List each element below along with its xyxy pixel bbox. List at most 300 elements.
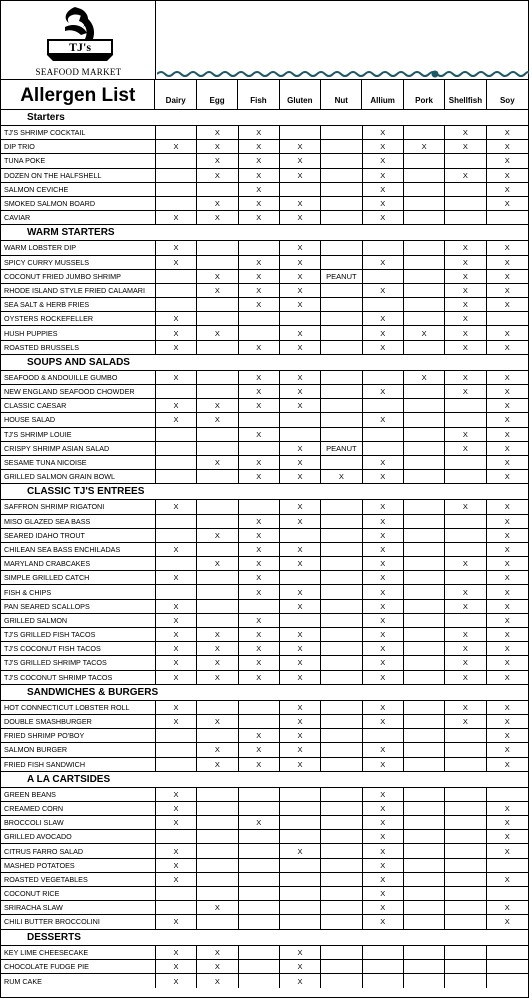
allergen-cell-pork (404, 529, 445, 542)
allergen-cell-pork: X (404, 371, 445, 384)
allergen-cell-dairy: X (156, 873, 197, 886)
allergen-cell-egg (197, 470, 238, 483)
allergen-cell-shellfish: X (445, 140, 486, 153)
allergen-cell-pork (404, 887, 445, 900)
menu-item-name: WARM LOBSTER DIP (1, 241, 156, 254)
menu-item-name: GRILLED SALMON GRAIN BOWL (1, 470, 156, 483)
table-row (1, 946, 528, 960)
allergen-cell-allium (363, 428, 404, 441)
allergen-cell-soy: X (504, 832, 510, 842)
allergen-cell-gluten: X (280, 628, 321, 641)
allergen-cell-pork (404, 816, 445, 829)
allergen-cell-pork (404, 859, 445, 872)
allergen-cell-egg (197, 802, 238, 815)
allergen-cell-pork (404, 715, 445, 728)
allergen-cell-shellfish (445, 571, 486, 584)
allergen-cell-soy: X (504, 285, 510, 295)
allergen-cell-fish (239, 830, 280, 843)
allergen-cell-pork (404, 701, 445, 714)
allergen-cell-egg: X (197, 529, 238, 542)
table-row (1, 413, 528, 427)
allergen-cell-soy: X (504, 271, 510, 281)
table-row (1, 960, 528, 974)
allergen-cell-egg (197, 585, 238, 598)
rope-divider-icon (157, 70, 529, 78)
allergen-cell-gluten: X (280, 197, 321, 210)
allergen-cell-pork (404, 270, 445, 283)
allergen-cell-dairy (156, 456, 197, 469)
menu-item-name: ROASTED VEGETABLES (1, 873, 156, 886)
table-row (1, 788, 528, 802)
allergen-cell-dairy (156, 169, 197, 182)
allergen-cell-pork (404, 543, 445, 556)
allergen-cell-gluten: X (280, 960, 321, 973)
column-header-nut: Nut (321, 80, 362, 109)
allergen-cell-shellfish: X (445, 628, 486, 641)
allergen-cell-fish: X (239, 456, 280, 469)
menu-item-name: MARYLAND CRABCAKES (1, 557, 156, 570)
table-row (1, 371, 528, 385)
allergen-cell-shellfish (445, 211, 486, 224)
allergen-cell-egg (197, 859, 238, 872)
allergen-cell-fish: X (239, 140, 280, 153)
allergen-cell-allium: X (363, 859, 404, 872)
allergen-cell-allium: X (363, 456, 404, 469)
allergen-cell-dairy: X (156, 413, 197, 426)
allergen-cell-allium (363, 298, 404, 311)
allergen-cell-allium: X (363, 816, 404, 829)
allergen-cell-gluten: X (280, 154, 321, 167)
menu-item-name: FISH & CHIPS (1, 585, 156, 598)
allergen-cell-shellfish (445, 614, 486, 627)
allergen-cell-egg (197, 256, 238, 269)
menu-item-name: GRILLED AVOCADO (1, 830, 156, 843)
allergen-cell-nut (321, 529, 362, 542)
allergen-cell-fish: X (239, 298, 280, 311)
allergen-cell-egg: X (197, 169, 238, 182)
table-row (1, 729, 528, 743)
allergen-cell-pork (404, 399, 445, 412)
allergen-cell-shellfish (445, 470, 486, 483)
allergen-cell-allium: X (363, 284, 404, 297)
table-row (1, 456, 528, 470)
allergen-cell-nut (321, 169, 362, 182)
allergen-cell-gluten (280, 887, 321, 900)
allergen-cell-fish: X (239, 585, 280, 598)
menu-item-name: CREAMED CORN (1, 802, 156, 815)
allergen-cell-egg: X (197, 284, 238, 297)
allergen-cell-gluten: X (280, 642, 321, 655)
allergen-cell-pork (404, 341, 445, 354)
allergen-cell-dairy: X (156, 543, 197, 556)
allergen-cell-egg (197, 428, 238, 441)
allergen-cell-egg (197, 844, 238, 857)
table-row (1, 312, 528, 326)
allergen-cell-shellfish: X (445, 585, 486, 598)
allergen-cell-nut (321, 312, 362, 325)
menu-item-name: MISO GLAZED SEA BASS (1, 515, 156, 528)
allergen-cell-allium: X (363, 830, 404, 843)
allergen-cell-nut (321, 830, 362, 843)
allergen-cell-shellfish: X (445, 500, 486, 513)
column-header-gluten: Gluten (280, 80, 321, 109)
allergen-cell-shellfish (445, 844, 486, 857)
allergen-cell-dairy: X (156, 399, 197, 412)
table-row (1, 126, 528, 140)
allergen-cell-allium (363, 371, 404, 384)
allergen-cell-soy: X (504, 559, 510, 569)
allergen-cell-allium: X (363, 887, 404, 900)
allergen-cell-fish: X (239, 642, 280, 655)
allergen-cell-shellfish (445, 456, 486, 469)
allergen-cell-egg (197, 312, 238, 325)
column-header-pork: Pork (404, 80, 445, 109)
allergen-cell-dairy: X (156, 656, 197, 669)
allergen-cell-gluten: X (280, 442, 321, 455)
allergen-cell-shellfish (445, 529, 486, 542)
allergen-cell-shellfish (445, 946, 486, 959)
menu-item-name: TJ'S COCONUT SHRIMP TACOS (1, 671, 156, 684)
table-row (1, 298, 528, 312)
tjs-seafood-market-logo (35, 5, 125, 65)
allergen-cell-pork (404, 614, 445, 627)
allergen-cell-shellfish: X (445, 557, 486, 570)
allergen-cell-soy: X (504, 846, 510, 856)
allergen-cell-dairy: X (156, 802, 197, 815)
allergen-cell-fish: X (239, 743, 280, 756)
menu-item-name: CHOCOLATE FUDGE PIE (1, 960, 156, 973)
allergen-cell-pork (404, 298, 445, 311)
allergen-cell-dairy (156, 470, 197, 483)
allergen-cell-egg: X (197, 270, 238, 283)
menu-item-name: SEARED IDAHO TROUT (1, 529, 156, 542)
allergen-cell-pork (404, 241, 445, 254)
allergen-cell-nut (321, 326, 362, 339)
allergen-cell-egg (197, 873, 238, 886)
menu-item-name: KEY LIME CHEESECAKE (1, 946, 156, 959)
allergen-cell-dairy: X (156, 500, 197, 513)
allergen-cell-allium: X (363, 557, 404, 570)
allergen-cell-allium (363, 270, 404, 283)
allergen-cell-soy: X (504, 401, 510, 411)
allergen-cell-nut (321, 960, 362, 973)
table-row (1, 656, 528, 670)
allergen-cell-dairy: X (156, 600, 197, 613)
allergen-cell-nut (321, 256, 362, 269)
allergen-cell-shellfish: X (445, 600, 486, 613)
allergen-cell-pork (404, 442, 445, 455)
allergen-cell-nut (321, 656, 362, 669)
allergen-cell-gluten: X (280, 371, 321, 384)
allergen-cell-dairy (156, 529, 197, 542)
allergen-cell-allium: X (363, 901, 404, 914)
menu-item-name: SALMON CEVICHE (1, 183, 156, 196)
menu-item-name: DOUBLE SMASHBURGER (1, 715, 156, 728)
allergen-cell-egg (197, 887, 238, 900)
allergen-cell-egg (197, 500, 238, 513)
allergen-cell-gluten: X (280, 585, 321, 598)
allergen-cell-dairy: X (156, 915, 197, 928)
allergen-cell-pork (404, 628, 445, 641)
allergen-cell-pork (404, 500, 445, 513)
allergen-cell-allium: X (363, 126, 404, 139)
allergen-cell-gluten (280, 614, 321, 627)
table-row (1, 671, 528, 685)
table-row (1, 529, 528, 543)
allergen-cell-shellfish: X (445, 656, 486, 669)
allergen-cell-gluten (280, 788, 321, 801)
allergen-cell-dairy (156, 758, 197, 771)
allergen-cell-soy (487, 211, 528, 224)
allergen-cell-allium: X (363, 614, 404, 627)
allergen-cell-egg: X (197, 211, 238, 224)
allergen-cell-gluten (280, 802, 321, 815)
menu-item-name: HUSH PUPPIES (1, 326, 156, 339)
allergen-cell-pork (404, 413, 445, 426)
allergen-cell-shellfish: X (445, 284, 486, 297)
allergen-cell-nut (321, 873, 362, 886)
allergen-cell-pork: X (404, 326, 445, 339)
menu-item-name: RUM CAKE (1, 974, 156, 988)
allergen-cell-nut (321, 600, 362, 613)
allergen-cell-pork (404, 915, 445, 928)
allergen-cell-shellfish: X (445, 385, 486, 398)
allergen-cell-soy: X (504, 257, 510, 267)
menu-item-name: FRIED SHRIMP PO'BOY (1, 729, 156, 742)
allergen-cell-allium: X (363, 169, 404, 182)
menu-item-name: SEA SALT & HERB FRIES (1, 298, 156, 311)
allergen-cell-pork (404, 557, 445, 570)
allergen-cell-soy: X (504, 615, 510, 625)
allergen-cell-allium: X (363, 413, 404, 426)
allergen-cell-fish: X (239, 656, 280, 669)
logo-tagline: SEAFOOD MARKET (35, 67, 122, 77)
allergen-cell-egg: X (197, 126, 238, 139)
allergen-cell-fish: X (239, 729, 280, 742)
allergen-cell-fish (239, 802, 280, 815)
allergen-cell-allium: X (363, 183, 404, 196)
header-banner (1, 1, 528, 80)
allergen-cell-gluten (280, 428, 321, 441)
allergen-cell-shellfish: X (445, 371, 486, 384)
table-row (1, 642, 528, 656)
allergen-cell-nut (321, 399, 362, 412)
table-row (1, 557, 528, 571)
allergen-cell-dairy (156, 557, 197, 570)
allergen-cell-dairy: X (156, 701, 197, 714)
allergen-cell-gluten: X (280, 844, 321, 857)
table-row (1, 628, 528, 642)
allergen-cell-gluten: X (280, 600, 321, 613)
allergen-cell-egg (197, 816, 238, 829)
allergen-cell-dairy: X (156, 859, 197, 872)
allergen-cell-soy: X (504, 387, 510, 397)
allergen-cell-allium: X (363, 500, 404, 513)
allergen-table (1, 110, 528, 988)
allergen-cell-fish (239, 859, 280, 872)
table-row (1, 758, 528, 772)
allergen-cell-fish (239, 413, 280, 426)
allergen-cell-egg (197, 600, 238, 613)
allergen-cell-egg (197, 701, 238, 714)
allergen-cell-dairy (156, 743, 197, 756)
allergen-cell-nut (321, 298, 362, 311)
allergen-cell-egg: X (197, 671, 238, 684)
allergen-cell-shellfish (445, 887, 486, 900)
allergen-cell-soy (487, 312, 528, 325)
menu-item-name: SIMPLE GRILLED CATCH (1, 571, 156, 584)
allergen-cell-gluten (280, 816, 321, 829)
allergen-cell-fish: X (239, 341, 280, 354)
table-row (1, 197, 528, 211)
allergen-cell-fish: X (239, 385, 280, 398)
table-row (1, 859, 528, 873)
allergen-cell-gluten: X (280, 456, 321, 469)
menu-item-name: SALMON BURGER (1, 743, 156, 756)
allergen-cell-soy: X (504, 630, 510, 640)
allergen-cell-nut (321, 743, 362, 756)
allergen-cell-shellfish (445, 974, 486, 988)
allergen-cell-pork (404, 974, 445, 988)
logo-area (1, 1, 156, 79)
table-row (1, 500, 528, 514)
allergen-cell-fish (239, 326, 280, 339)
allergen-cell-nut (321, 371, 362, 384)
allergen-cell-gluten: X (280, 169, 321, 182)
allergen-cell-allium: X (363, 470, 404, 483)
allergen-cell-fish: X (239, 614, 280, 627)
allergen-cell-pork (404, 946, 445, 959)
allergen-cell-dairy: X (156, 788, 197, 801)
allergen-cell-soy: X (504, 199, 510, 209)
allergen-cell-gluten: X (280, 298, 321, 311)
allergen-cell-fish: X (239, 183, 280, 196)
menu-item-name: PAN SEARED SCALLOPS (1, 600, 156, 613)
allergen-cell-pork (404, 385, 445, 398)
allergen-cell-fish: X (239, 515, 280, 528)
allergen-cell-shellfish (445, 729, 486, 742)
allergen-cell-shellfish: X (445, 270, 486, 283)
allergen-cell-allium: X (363, 743, 404, 756)
allergen-cell-gluten: X (280, 385, 321, 398)
allergen-cell-gluten: X (280, 543, 321, 556)
allergen-cell-pork (404, 197, 445, 210)
allergen-cell-shellfish (445, 543, 486, 556)
allergen-cell-pork (404, 873, 445, 886)
allergen-cell-egg: X (197, 456, 238, 469)
table-row (1, 743, 528, 757)
allergen-cell-fish (239, 901, 280, 914)
allergen-cell-soy: X (504, 644, 510, 654)
table-row (1, 470, 528, 484)
allergen-cell-egg (197, 341, 238, 354)
allergen-cell-nut (321, 515, 362, 528)
allergen-cell-shellfish: X (445, 341, 486, 354)
allergen-cell-nut (321, 571, 362, 584)
allergen-cell-shellfish (445, 758, 486, 771)
allergen-cell-soy: X (504, 142, 510, 152)
allergen-cell-fish (239, 974, 280, 988)
allergen-cell-egg: X (197, 656, 238, 669)
section-header-sandwiches-burgers: SANDWICHES & BURGERS (1, 685, 528, 701)
menu-item-name: CHILEAN SEA BASS ENCHILADAS (1, 543, 156, 556)
allergen-cell-shellfish (445, 816, 486, 829)
allergen-cell-allium (363, 442, 404, 455)
table-row (1, 515, 528, 529)
allergen-cell-soy: X (504, 818, 510, 828)
allergen-cell-allium (363, 729, 404, 742)
allergen-cell-gluten: X (280, 241, 321, 254)
allergen-cell-fish (239, 915, 280, 928)
table-row (1, 701, 528, 715)
allergen-cell-pork (404, 571, 445, 584)
allergen-cell-gluten: X (280, 326, 321, 339)
allergen-cell-nut (321, 671, 362, 684)
allergen-cell-nut (321, 241, 362, 254)
table-row (1, 887, 528, 901)
table-row (1, 585, 528, 599)
allergen-cell-soy: X (504, 342, 510, 352)
allergen-cell-dairy: X (156, 371, 197, 384)
allergen-cell-egg (197, 788, 238, 801)
allergen-cell-fish (239, 241, 280, 254)
allergen-cell-gluten: X (280, 946, 321, 959)
table-row (1, 211, 528, 225)
allergen-cell-pork (404, 585, 445, 598)
allergen-cell-dairy (156, 830, 197, 843)
menu-item-name: GRILLED SALMON (1, 614, 156, 627)
allergen-cell-shellfish: X (445, 326, 486, 339)
allergen-cell-pork (404, 642, 445, 655)
table-row (1, 154, 528, 168)
allergen-cell-allium: X (363, 701, 404, 714)
allergen-cell-gluten: X (280, 341, 321, 354)
table-row (1, 915, 528, 929)
allergen-cell-egg: X (197, 197, 238, 210)
allergen-cell-fish: X (239, 816, 280, 829)
table-row (1, 326, 528, 340)
allergen-cell-gluten: X (280, 140, 321, 153)
allergen-cell-dairy (156, 442, 197, 455)
allergen-cell-soy: X (504, 601, 510, 611)
menu-item-name: TJ'S COCONUT FISH TACOS (1, 642, 156, 655)
allergen-cell-allium: X (363, 211, 404, 224)
table-row (1, 816, 528, 830)
allergen-cell-dairy: X (156, 671, 197, 684)
allergen-cell-shellfish: X (445, 671, 486, 684)
allergen-cell-fish (239, 887, 280, 900)
allergen-cell-pork (404, 515, 445, 528)
menu-item-name: HOT CONNECTICUT LOBSTER ROLL (1, 701, 156, 714)
allergen-cell-allium: X (363, 585, 404, 598)
allergen-cell-dairy (156, 901, 197, 914)
allergen-cell-nut (321, 758, 362, 771)
allergen-cell-allium: X (363, 671, 404, 684)
allergen-cell-shellfish (445, 154, 486, 167)
section-header-a-la-cartsides: A LA CARTSIDES (1, 772, 528, 788)
allergen-cell-dairy: X (156, 628, 197, 641)
table-row (1, 140, 528, 154)
table-row (1, 543, 528, 557)
table-row (1, 399, 528, 413)
menu-item-name: SRIRACHA SLAW (1, 901, 156, 914)
menu-item-name: TJ'S SHRIMP COCKTAIL (1, 126, 156, 139)
allergen-cell-fish: X (239, 154, 280, 167)
allergen-cell-shellfish (445, 915, 486, 928)
allergen-cell-gluten (280, 571, 321, 584)
menu-item-name: TJ'S SHRIMP LOUIE (1, 428, 156, 441)
allergen-cell-shellfish (445, 413, 486, 426)
